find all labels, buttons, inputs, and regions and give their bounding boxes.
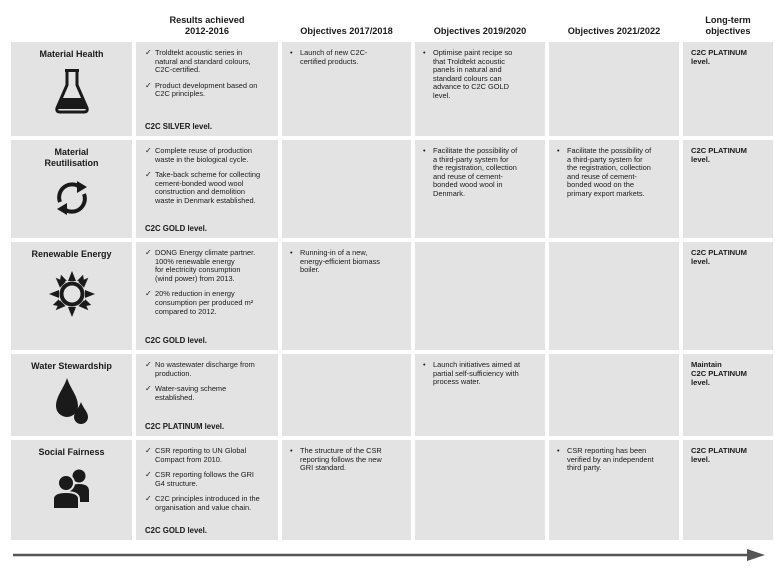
row-label-social-fairness [11, 440, 132, 540]
c2c-level: C2C GOLD level. [145, 526, 207, 536]
objective-2017-material-health [282, 42, 411, 136]
checkmark-icon: ✓ [145, 289, 152, 299]
result-item: ✓ CSR reporting follows the GRI G4 structure. [145, 470, 254, 488]
row-title: Social Fairness [38, 447, 105, 457]
row-title: Renewable Energy [31, 249, 112, 259]
objective-2019-renewable-energy [415, 242, 545, 350]
row-label-material-reutilisation [11, 140, 132, 238]
objective-2021-water-stewardship [549, 354, 679, 436]
objective-2019-water-stewardship [415, 354, 545, 436]
bullet-icon: • [557, 146, 560, 155]
row-title: Material Reutilisation [44, 147, 99, 168]
result-item: ✓ Complete reuse of production waste in the biological cycle. [145, 146, 252, 164]
bullet-icon: • [290, 248, 293, 257]
result-item: ✓ CSR reporting to UN Global Compact from 2010. [145, 446, 247, 464]
objective-2021-social-fairness [549, 440, 679, 540]
objective-2021-material-health [549, 42, 679, 136]
checkmark-icon: ✓ [145, 170, 152, 180]
objective-item: • Launch of new C2C- certified products. [290, 48, 368, 66]
objective-2021-renewable-energy [549, 242, 679, 350]
c2c-level: C2C GOLD level. [145, 224, 207, 234]
longterm-material-reutilisation: C2C PLATINUM level. [683, 140, 773, 238]
row-title: Material Health [39, 49, 104, 59]
objective-2017-material-reutilisation [282, 140, 411, 238]
objective-item: • Optimise paint recipe so that Troldtekt acoustic panels in natural and standard colours can advance to C2C GOLD level. [423, 48, 513, 100]
result-item: ✓ 20% reduction in energy consumption per produced m² compared to 2012. [145, 289, 254, 316]
header-results: Results achieved 2012-2016 [169, 15, 245, 36]
bullet-icon: • [423, 146, 426, 155]
header-objectives-2017-2018: Objectives 2017/2018 [300, 25, 393, 36]
longterm-material-health: C2C PLATINUM level. [683, 42, 773, 136]
objective-2019-material-health [415, 42, 545, 136]
objective-item: • CSR reporting has been verified by an independent third party. [557, 446, 654, 473]
objective-item: • Facilitate the possibility of a third-party system for the registration, collection and reuse of cement- bonded wood wool in Denmark. [423, 146, 518, 198]
result-item: ✓ Troldtekt acoustic series in natural and standard colours, C2C-certified. [145, 48, 251, 75]
checkmark-icon: ✓ [145, 48, 152, 57]
checkmark-icon: ✓ [145, 446, 152, 455]
header-objectives-2019-2020: Objectives 2019/2020 [433, 25, 527, 36]
recycle-arrows-icon [52, 178, 92, 218]
header-empty [11, 14, 132, 38]
water-drops-icon [54, 376, 90, 424]
objective-item: • Launch initiatives aimed at partial self-sufficiency with process water. [423, 360, 521, 387]
result-item: ✓ Take-back scheme for collecting cement-bonded wood wool construction and demolition waste in Denmark established. [145, 170, 261, 205]
c2c-level: C2C PLATINUM level. [145, 422, 225, 432]
result-item: ✓ DONG Energy climate partner. 100% renewable energy for electricity consumption (wind power) from 2013. [145, 248, 256, 283]
checkmark-icon: ✓ [145, 360, 152, 369]
checkmark-icon: ✓ [145, 146, 152, 155]
header-objectives-2021-2022: Objectives 2021/2022 [567, 25, 661, 36]
bullet-icon: • [557, 446, 560, 455]
bullet-icon: • [290, 446, 293, 455]
objective-item: • Facilitate the possibility of a third-party system for the registration, collection and reuse of cement- bonded wood on the primary export markets. [557, 146, 652, 198]
result-item: ✓ No wastewater discharge from production. [145, 360, 255, 378]
checkmark-icon: ✓ [145, 470, 152, 480]
checkmark-icon: ✓ [145, 384, 152, 394]
longterm-social-fairness: C2C PLATINUM level. [683, 440, 773, 540]
result-item: ✓ Product development based on C2C principles. [145, 80, 258, 99]
row-title: Water Stewardship [31, 361, 112, 371]
checkmark-icon: ✓ [145, 494, 152, 504]
results-social-fairness [136, 440, 278, 540]
objective-item: • Running-in of a new, energy-efficient biomass boiler. [290, 248, 380, 275]
people-icon [52, 468, 92, 510]
bullet-icon: • [423, 48, 426, 57]
row-label-material-health [11, 42, 132, 136]
results-water-stewardship [136, 354, 278, 436]
longterm-renewable-energy: C2C PLATINUM level. [683, 242, 773, 350]
c2c-level: C2C SILVER level. [145, 122, 213, 132]
objective-2019-material-reutilisation [415, 140, 545, 238]
objective-2017-renewable-energy [282, 242, 411, 350]
c2c-level: C2C GOLD level. [145, 336, 207, 346]
objective-2017-water-stewardship [282, 354, 411, 436]
result-item: ✓ Water-saving scheme established. [145, 384, 227, 402]
results-material-reutilisation [136, 140, 278, 238]
bullet-icon: • [290, 48, 293, 57]
objective-2017-social-fairness [282, 440, 411, 540]
longterm-water-stewardship: Maintain C2C PLATINUM level. [683, 354, 773, 436]
row-label-water-stewardship [11, 354, 132, 436]
checkmark-icon: ✓ [145, 80, 152, 90]
header-long-term: Long-term objectives [705, 15, 751, 36]
results-renewable-energy [136, 242, 278, 350]
objective-2021-material-reutilisation [549, 140, 679, 238]
objective-2019-social-fairness [415, 440, 545, 540]
objective-item: • The structure of the CSR reporting follows the new GRI standard. [290, 446, 382, 473]
bullet-icon: • [423, 360, 426, 369]
results-material-health [136, 42, 278, 136]
c2c-objectives-table [11, 14, 773, 540]
result-item: ✓ C2C principles introduced in the organisation and value chain. [145, 494, 260, 512]
checkmark-icon: ✓ [145, 248, 152, 257]
row-label-renewable-energy [11, 242, 132, 350]
timeline-arrow-icon [13, 549, 765, 561]
flask-icon [55, 68, 89, 114]
sun-icon [48, 270, 96, 318]
